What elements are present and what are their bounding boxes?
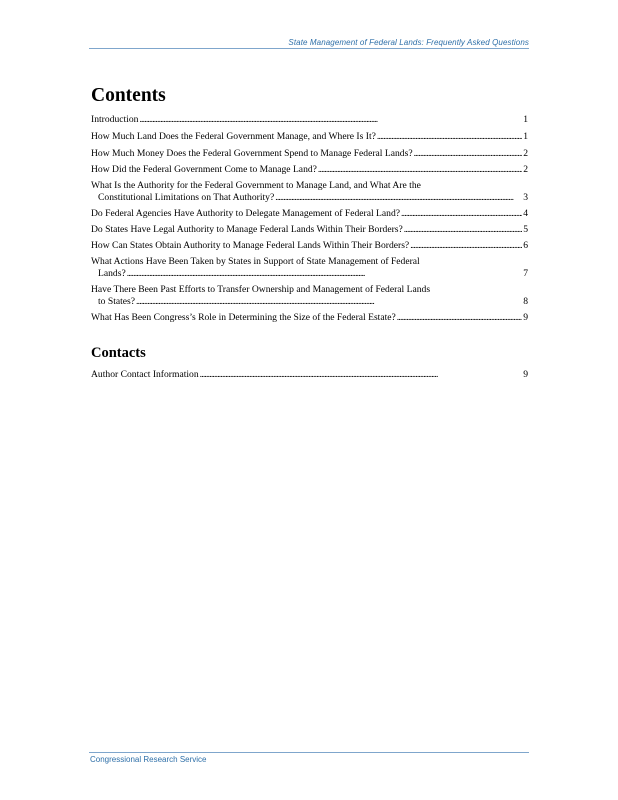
footer-text: Congressional Research Service: [90, 755, 207, 764]
leader-dots: [414, 148, 523, 160]
toc-entry-title: How Can States Obtain Authority to Manage Federal Lands Within Their Borders?: [91, 240, 410, 251]
toc-page-number: 4: [523, 208, 528, 219]
leader-dots: [318, 164, 522, 176]
leader-dots: [200, 369, 523, 381]
leader-dots: [127, 268, 522, 280]
toc-page-number: 8: [523, 296, 528, 307]
toc-entry-title: How Did the Federal Government Come to Manage Land?: [91, 164, 317, 175]
toc-entry-title: Introduction: [91, 114, 139, 125]
leader-dots: [401, 208, 522, 220]
toc-entry-title: How Much Money Does the Federal Government Spend to Manage Federal Lands?: [91, 148, 413, 159]
toc-entry[interactable]: [91, 284, 528, 308]
contacts-heading: Contacts: [91, 345, 146, 361]
toc-page-number: 7: [523, 268, 528, 279]
toc-entry-title: Do Federal Agencies Have Authority to Delegate Management of Federal Land?: [91, 208, 401, 219]
toc-page-number: 2: [523, 148, 528, 159]
toc-entry[interactable]: [91, 208, 528, 220]
toc-entry-title: Lands?: [98, 268, 126, 279]
running-header: State Management of Federal Lands: Frequently Asked Questions: [288, 38, 529, 47]
toc-entry[interactable]: [91, 180, 528, 204]
toc-page-number: 1: [523, 131, 528, 142]
footer-rule: [89, 752, 529, 753]
toc-page-number: 9: [523, 369, 528, 380]
toc-entry[interactable]: [91, 369, 528, 381]
toc-entry[interactable]: [91, 164, 528, 176]
toc-page-number: 1: [523, 114, 528, 125]
toc-entry-title-line1: Have There Been Past Efforts to Transfer Ownership and Management of Federal Lands: [91, 284, 431, 295]
toc-page-number: 3: [523, 192, 528, 203]
toc-entry[interactable]: [91, 224, 528, 236]
header-rule: [89, 48, 529, 49]
leader-dots: [275, 192, 522, 204]
toc-entry-title-line1: What Is the Authority for the Federal Government to Manage Land, and What Are the: [91, 180, 421, 191]
toc-entry[interactable]: [91, 148, 528, 160]
leader-dots: [136, 296, 522, 308]
toc-entry-title: Do States Have Legal Authority to Manage Federal Lands Within Their Borders?: [91, 224, 403, 235]
toc-page-number: 5: [523, 224, 528, 235]
toc-entry-title: What Has Been Congress’s Role in Determining the Size of the Federal Estate?: [91, 312, 396, 323]
toc-entry[interactable]: [91, 240, 528, 252]
toc-entry-title: to States?: [98, 296, 136, 307]
toc-entry-title: Author Contact Information: [91, 369, 199, 380]
toc-page-number: 2: [523, 164, 528, 175]
toc-page-number: 9: [523, 312, 528, 323]
contents-heading: Contents: [91, 85, 166, 106]
leader-dots: [397, 312, 522, 324]
leader-dots: [377, 131, 522, 143]
toc-entry-title: How Much Land Does the Federal Government Manage, and Where Is It?: [91, 131, 376, 142]
leader-dots: [139, 114, 522, 126]
leader-dots: [410, 240, 522, 252]
toc-entry[interactable]: [91, 114, 528, 126]
toc-entry[interactable]: [91, 131, 528, 143]
toc-page-number: 6: [523, 240, 528, 251]
leader-dots: [404, 224, 522, 236]
toc-entry[interactable]: [91, 256, 528, 280]
toc-entry-title-line1: What Actions Have Been Taken by States in Support of State Management of Federal: [91, 256, 420, 267]
toc-entry-title: Constitutional Limitations on That Authority?: [98, 192, 275, 203]
toc-entry[interactable]: [91, 312, 528, 324]
